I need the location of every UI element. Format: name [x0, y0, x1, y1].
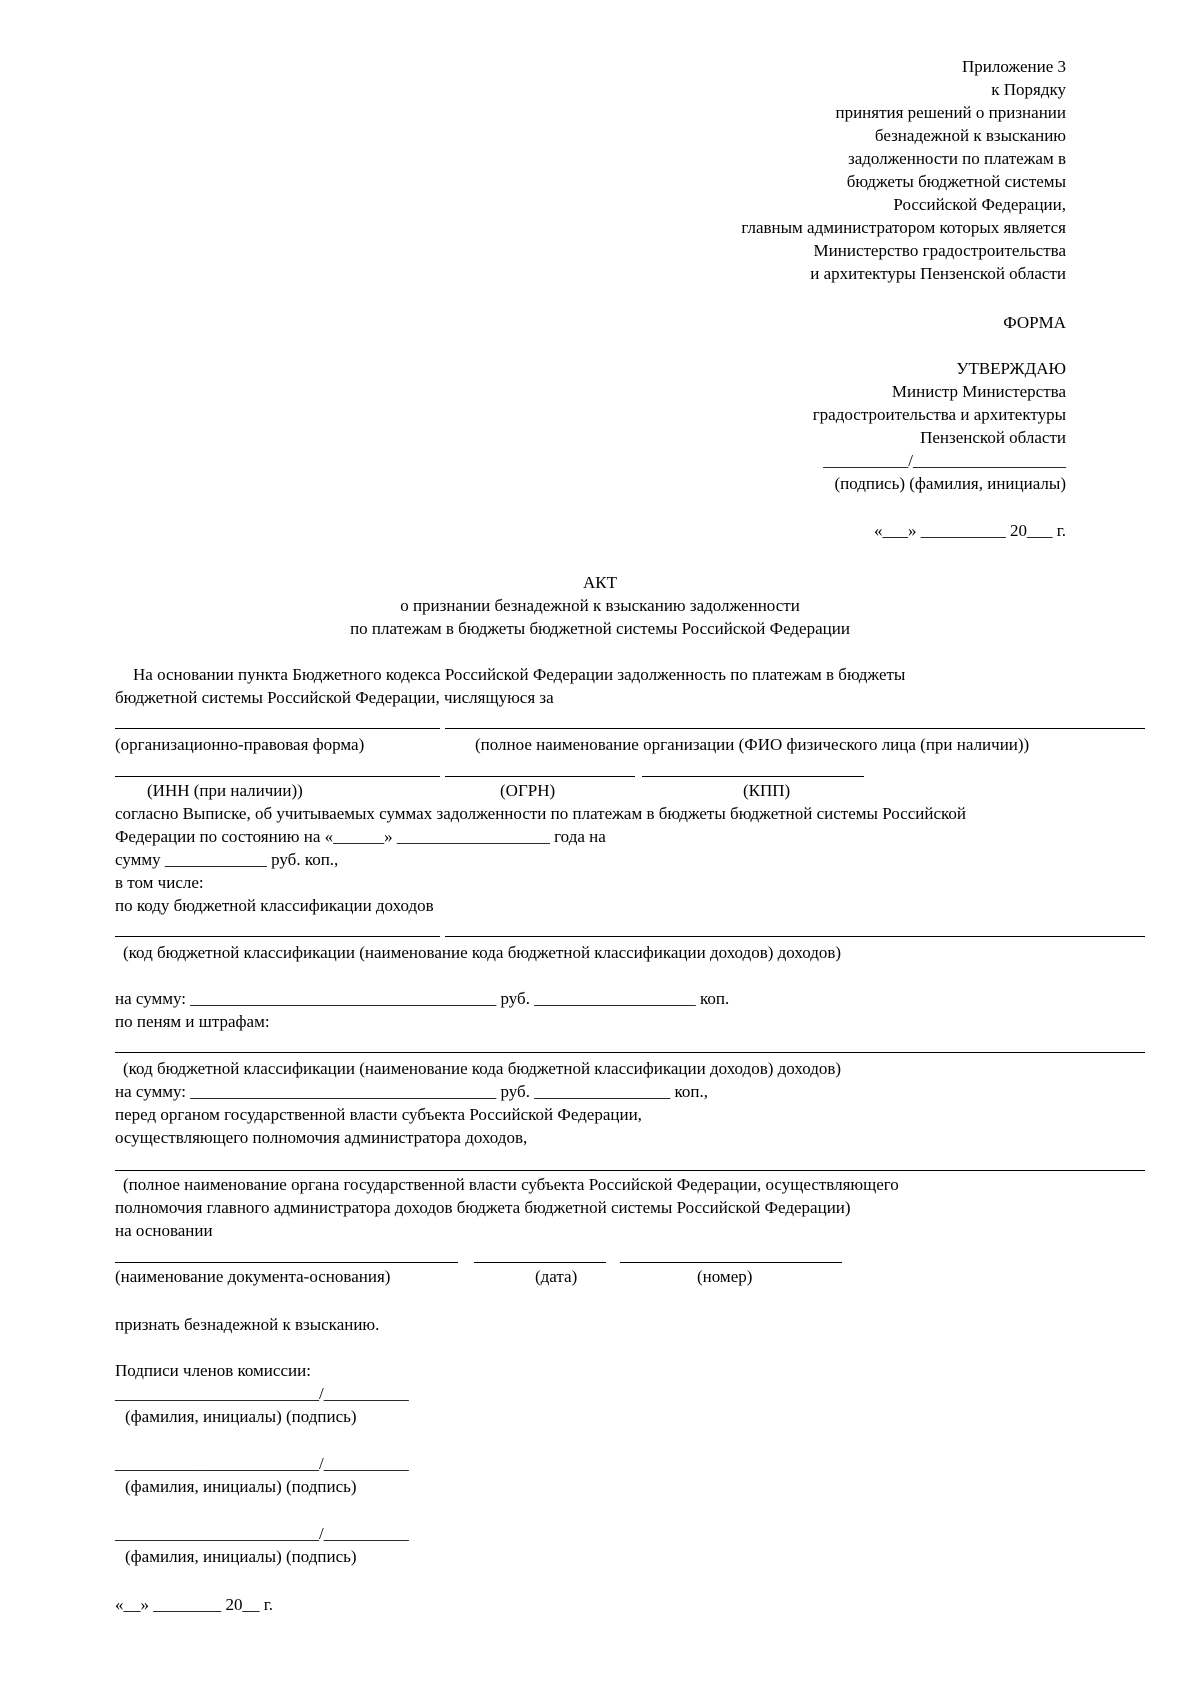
- budget-code-name-field[interactable]: [445, 936, 860, 937]
- caption-org-form: (организационно-правовая форма): [115, 735, 365, 754]
- commission-signature-line: ________________________/__________: [115, 1524, 409, 1543]
- ogrn-field[interactable]: [445, 776, 635, 777]
- extract-line: Федерации по состоянию на «______» __________________ года на: [115, 827, 606, 846]
- appendix-line: принятия решений о признании: [835, 103, 1066, 122]
- commission-date-line: «__» ________ 20__ г.: [115, 1595, 274, 1614]
- commission-signature-line: ________________________/__________: [115, 1454, 409, 1473]
- appendix-line: Российской Федерации,: [893, 195, 1066, 214]
- budget-code-name-field-ext[interactable]: [860, 936, 1145, 937]
- caption-document: (наименование документа-основания): [115, 1267, 391, 1286]
- amount-line: на сумму: ____________________________________ руб. ________________ коп.,: [115, 1082, 708, 1101]
- appendix-line: бюджеты бюджетной системы: [846, 172, 1066, 191]
- minister-signature-line: __________/__________________: [823, 451, 1066, 470]
- appendix-line: к Порядку: [991, 80, 1066, 99]
- caption-ogrn: (ОГРН): [500, 781, 556, 800]
- caption-authority: (полное наименование органа государственной власти субъекта Российской Федерации, осуществляющего: [123, 1175, 899, 1194]
- caption-inn: (ИНН (при наличии)): [147, 781, 303, 800]
- amount-line: на сумму: ____________________________________ руб. ___________________ коп.: [115, 989, 730, 1008]
- appendix-line: Министерство градостроительства: [813, 241, 1066, 260]
- appendix-line: задолженности по платежам в: [847, 149, 1066, 168]
- including-line: в том числе:: [115, 873, 204, 892]
- caption-number: (номер): [697, 1267, 753, 1286]
- form-label: ФОРМА: [1003, 313, 1066, 332]
- approval-line: Министр Министерства: [891, 382, 1066, 401]
- intro-line: На основании пункта Бюджетного кодекса Российской Федерации задолженность по платежам в бюджеты: [133, 665, 906, 684]
- commission-signature-caption: (фамилия, инициалы) (подпись): [125, 1547, 357, 1566]
- recognize-line: признать безнадежной к взысканию.: [115, 1315, 380, 1334]
- act-subtitle: по платежам в бюджеты бюджетной системы Российской Федерации: [350, 619, 850, 638]
- caption-date: (дата): [535, 1267, 578, 1286]
- org-name-field-ext[interactable]: [870, 728, 1145, 729]
- extract-line: согласно Выписке, об учитываемых суммах задолженности по платежам в бюджеты бюджетной системы Российской: [115, 804, 966, 823]
- appendix-line: и архитектуры Пензенской области: [810, 264, 1066, 283]
- approval-line: Пензенской области: [920, 428, 1066, 447]
- commission-signature-caption: (фамилия, инициалы) (подпись): [125, 1407, 357, 1426]
- intro-line: бюджетной системы Российской Федерации, числящуюся за: [115, 688, 554, 707]
- minister-signature-caption: (подпись) (фамилия, инициалы): [834, 474, 1066, 493]
- inn-field[interactable]: [115, 776, 440, 777]
- approval-date-line: «___» __________ 20___ г.: [873, 521, 1066, 540]
- appendix-line: Приложение 3: [962, 57, 1066, 76]
- exercising-line: осуществляющего полномочия администратора доходов,: [115, 1128, 528, 1147]
- act-title: АКТ: [583, 573, 617, 592]
- act-subtitle: о признании безнадежной к взысканию задолженности: [400, 596, 800, 615]
- caption-authority: полномочия главного администратора доходов бюджета бюджетной системы Российской Федерации): [115, 1198, 851, 1217]
- before-authority-line: перед органом государственной власти субъекта Российской Федерации,: [115, 1105, 642, 1124]
- approval-title: УТВЕРЖДАЮ: [956, 359, 1066, 378]
- caption-penalties-code: (код бюджетной классификации (наименование кода бюджетной классификации доходов) доходов): [123, 1059, 842, 1078]
- basis-date-field[interactable]: [474, 1262, 606, 1263]
- on-basis-line: на основании: [115, 1221, 213, 1240]
- org-form-field[interactable]: [115, 728, 440, 729]
- caption-kpp: (КПП): [743, 781, 791, 800]
- basis-number-field[interactable]: [620, 1262, 842, 1263]
- budget-code-field[interactable]: [115, 936, 440, 937]
- by-code-line: по коду бюджетной классификации доходов: [115, 896, 434, 915]
- commission-signature-caption: (фамилия, инициалы) (подпись): [125, 1477, 357, 1496]
- appendix-line: безнадежной к взысканию: [874, 126, 1066, 145]
- commission-signature-line: ________________________/__________: [115, 1384, 409, 1403]
- basis-document-field[interactable]: [115, 1262, 458, 1263]
- penalties-line: по пеням и штрафам:: [115, 1012, 270, 1031]
- appendix-line: главным администратором которых является: [741, 218, 1066, 237]
- authority-name-field[interactable]: [115, 1170, 1145, 1171]
- caption-org-name: (полное наименование организации (ФИО физического лица (при наличии)): [475, 735, 1030, 754]
- kpp-field[interactable]: [642, 776, 864, 777]
- penalties-code-field[interactable]: [115, 1052, 1145, 1053]
- sum-line: сумму ____________ руб. коп.,: [115, 850, 339, 869]
- caption-budget-code: (код бюджетной классификации (наименование кода бюджетной классификации доходов) доходов): [123, 943, 842, 962]
- approval-line: градостроительства и архитектуры: [812, 405, 1066, 424]
- commission-title: Подписи членов комиссии:: [115, 1361, 311, 1380]
- org-name-field[interactable]: [445, 728, 870, 729]
